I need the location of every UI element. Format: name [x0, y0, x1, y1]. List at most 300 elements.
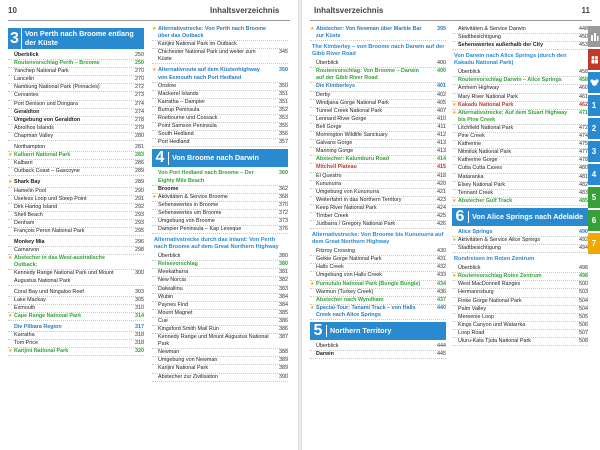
- toc-entry-title: Derby: [316, 91, 331, 98]
- toc-entry-page: 352: [279, 106, 288, 113]
- toc-entry-page: 296: [135, 239, 144, 246]
- chapter-tab-4[interactable]: 4: [588, 164, 600, 185]
- toc-entry-title: Sehenswertes in Broome: [158, 201, 219, 208]
- toc-entry-title: Galvans Gorge: [316, 140, 353, 147]
- toc-entry[interactable]: [8, 60, 144, 68]
- toc-entry-title: Lake Mackay: [14, 296, 46, 303]
- toc-entry-title: Fitzroy Crossing: [316, 248, 355, 255]
- toc-entry[interactable]: [310, 60, 446, 68]
- toc-entry-page: 272: [135, 84, 144, 91]
- toc-entry-title: ★ Shark Bay: [14, 179, 41, 186]
- chapter-tab-2[interactable]: 2: [588, 118, 600, 139]
- toc-entry[interactable]: [310, 221, 446, 229]
- toc-entry[interactable]: [152, 286, 288, 294]
- toc-entry[interactable]: [452, 94, 588, 102]
- page-title-left: Inhaltsverzeichnis: [210, 6, 280, 15]
- toc-entry-page: 483: [579, 189, 588, 196]
- toc-entry[interactable]: [452, 229, 588, 237]
- toc-entry-title: Denham: [14, 219, 35, 226]
- toc-entry-page: 317: [135, 324, 144, 330]
- chapter-tab-7[interactable]: 7: [588, 233, 600, 254]
- toc-entry-title: Litchfield National Park: [458, 124, 514, 131]
- toc-entry[interactable]: [8, 101, 144, 109]
- header-divider: [310, 20, 592, 21]
- toc-entry[interactable]: [152, 41, 288, 49]
- tab-building-icon[interactable]: [588, 26, 600, 47]
- toc-entry-page: 320: [135, 348, 144, 355]
- toc-entry-page: 350: [279, 67, 288, 74]
- toc-entry[interactable]: [310, 248, 446, 256]
- toc-entry[interactable]: [152, 253, 288, 261]
- toc-entry-title: Dalwallinu: [158, 285, 183, 292]
- toc-list: [452, 229, 588, 253]
- toc-entry-page: 291: [135, 195, 144, 202]
- toc-entry[interactable]: [452, 237, 588, 245]
- toc-entry[interactable]: [8, 68, 144, 76]
- toc-entry-title: Chichester National Park und weiter zum Küste: [158, 49, 256, 63]
- toc-entry[interactable]: [8, 324, 144, 332]
- toc-entry[interactable]: [152, 202, 288, 210]
- toc-entry[interactable]: [8, 348, 144, 356]
- toc-entry[interactable]: [152, 310, 288, 318]
- toc-entry[interactable]: [8, 297, 144, 305]
- toc-entry-title: Tom Price: [14, 340, 38, 347]
- toc-entry[interactable]: [152, 226, 288, 234]
- chapter-heading-3: [8, 28, 144, 49]
- toc-entry[interactable]: [310, 343, 446, 351]
- toc-entry[interactable]: [452, 273, 588, 281]
- toc-entry-title: Manning Gorge: [316, 148, 354, 155]
- toc-entry-page: 414: [437, 156, 446, 163]
- toc-entry-title: Coral Bay und Ningaloo Reef: [14, 288, 84, 295]
- toc-entry[interactable]: [310, 100, 446, 108]
- toc-entry-title: Stadtbesichtigung: [458, 34, 501, 41]
- toc-list: [8, 52, 144, 356]
- toc-entry[interactable]: [8, 305, 144, 313]
- toc-entry[interactable]: [152, 326, 288, 334]
- toc-entry[interactable]: [310, 351, 446, 359]
- toc-entry[interactable]: [8, 239, 144, 247]
- toc-entry-title: Meekatharra: [158, 269, 189, 276]
- toc-entry[interactable]: [452, 182, 588, 190]
- toc-entry-page: 498: [579, 273, 588, 280]
- toc-entry[interactable]: [8, 152, 144, 160]
- toc-entry-page: 270: [135, 68, 144, 75]
- toc-entry-title: ★ Abstecher Gulf Track: [458, 197, 513, 204]
- toc-entry[interactable]: [452, 125, 588, 133]
- koala-icon: [590, 78, 599, 87]
- toc-entry[interactable]: [452, 198, 588, 206]
- toc-entry[interactable]: [310, 281, 446, 289]
- toc-entry[interactable]: [452, 133, 588, 141]
- toc-entry[interactable]: [152, 269, 288, 277]
- toc-entry[interactable]: [152, 365, 288, 373]
- header-divider: [8, 20, 290, 21]
- toc-entry[interactable]: [452, 281, 588, 289]
- toc-entry-page: 460: [579, 85, 588, 92]
- toc-entry[interactable]: [8, 212, 144, 220]
- toc-entry-title: Geraldton: [14, 108, 40, 115]
- toc-entry[interactable]: [310, 181, 446, 189]
- toc-entry-title: Useless Loop und Steep Point: [14, 195, 87, 202]
- toc-entry[interactable]: [452, 42, 588, 50]
- toc-entry-page: 274: [135, 100, 144, 107]
- toc-entry-title: Mornington Wildlife Sanctuary: [316, 132, 388, 139]
- toc-entry[interactable]: [452, 69, 588, 77]
- toc-entry[interactable]: [310, 83, 446, 91]
- toc-entry-title: South Hedland: [158, 131, 194, 138]
- toc-entry-title: Loop Road: [458, 329, 485, 336]
- toc-entry[interactable]: [152, 357, 288, 365]
- toc-entry-title: Sehenswertes außerhalb der City: [458, 42, 544, 49]
- toc-entry-page: 355: [279, 123, 288, 130]
- toc-entry[interactable]: [310, 116, 446, 124]
- toc-entry[interactable]: [310, 189, 446, 197]
- toc-entry[interactable]: [452, 141, 588, 149]
- toc-entry-title: Onslow: [158, 82, 176, 89]
- toc-entry-page: 402: [437, 91, 446, 98]
- toc-entry-page: 362: [279, 185, 288, 192]
- toc-entry-title: Überblick: [14, 52, 39, 58]
- toc-entry-page: 280: [135, 132, 144, 139]
- toc-entry-page: 410: [437, 115, 446, 122]
- toc-entry-page: 389: [279, 357, 288, 364]
- toc-entry[interactable]: [310, 148, 446, 156]
- toc-entry[interactable]: [452, 174, 588, 182]
- toc-column-4: [452, 26, 588, 346]
- toc-entry-title: Karijini National Park: [158, 365, 209, 372]
- toc-entry[interactable]: [452, 338, 588, 346]
- toc-entry[interactable]: [152, 170, 288, 185]
- toc-entry[interactable]: [452, 190, 588, 198]
- toc-entry-title: Katherine: [458, 141, 482, 148]
- toc-entry[interactable]: [310, 26, 446, 41]
- toc-entry[interactable]: [152, 218, 288, 226]
- toc-entry-title: Cue: [158, 317, 168, 324]
- toc-entry[interactable]: [152, 91, 288, 99]
- toc-list: [310, 26, 446, 41]
- toc-entry-page: 300: [135, 270, 144, 277]
- toc-entry-page: 436: [437, 288, 446, 295]
- toc-entry-title: Halls Creek: [316, 264, 344, 271]
- toc-entry-page: 490: [579, 228, 588, 235]
- toc-entry[interactable]: [310, 289, 446, 297]
- toc-entry-page: 405: [437, 99, 446, 106]
- toc-entry[interactable]: [152, 302, 288, 310]
- toc-entry-title: Abstecher: Kalumburu Road: [316, 156, 390, 163]
- chapter-tab-5[interactable]: 5: [588, 187, 600, 208]
- people-icon: [590, 55, 599, 64]
- toc-entry[interactable]: [310, 140, 446, 148]
- toc-entry[interactable]: [8, 117, 144, 125]
- toc-entry-title: Cervantes: [14, 92, 39, 99]
- route-heading: The Kimberley – von Broome nach Darwin auf der Gibb River Road: [312, 44, 445, 58]
- toc-entry-page: 345: [279, 49, 288, 56]
- toc-entry[interactable]: [8, 125, 144, 133]
- toc-entry[interactable]: [310, 173, 446, 181]
- toc-entry[interactable]: [152, 194, 288, 202]
- toc-entry[interactable]: [152, 210, 288, 218]
- toc-entry-page: 386: [279, 326, 288, 332]
- toc-entry-page: 504: [579, 297, 588, 304]
- toc-entry-page: 485: [579, 197, 588, 204]
- toc-entry-page: 303: [135, 288, 144, 295]
- toc-entry[interactable]: [152, 261, 288, 269]
- toc-entry[interactable]: [8, 168, 144, 176]
- toc-entry-title: Sehenswertes um Broome: [158, 209, 222, 216]
- toc-entry[interactable]: [8, 133, 144, 141]
- toc-entry-title: Lennard River Gorge: [316, 115, 367, 122]
- toc-entry[interactable]: [452, 289, 588, 297]
- toc-entry[interactable]: [152, 186, 288, 194]
- toc-entry-page: 401: [437, 83, 446, 90]
- toc-entry-title: Northampton: [14, 144, 46, 151]
- toc-entry-page: 503: [579, 289, 588, 296]
- toc-entry[interactable]: [152, 99, 288, 107]
- toc-entry-page: 250: [135, 60, 144, 67]
- toc-entry[interactable]: [8, 92, 144, 100]
- toc-column-3: [310, 26, 446, 359]
- toc-entry[interactable]: [310, 92, 446, 100]
- chapter-title: Von Broome nach Darwin: [168, 152, 262, 165]
- toc-entry-page: 370: [279, 201, 288, 208]
- toc-entry[interactable]: [8, 76, 144, 84]
- toc-entry-page: 295: [135, 227, 144, 234]
- toc-entry[interactable]: [8, 144, 144, 152]
- toc-entry-title: ★ Cape Range National Park: [14, 312, 82, 319]
- toc-entry-page: 474: [579, 133, 588, 140]
- toc-entry[interactable]: [8, 247, 144, 255]
- toc-entry-title: Mitchell Plateau: [316, 164, 357, 171]
- toc-entry[interactable]: [152, 277, 288, 285]
- toc-entry[interactable]: [452, 110, 588, 125]
- toc-entry-page: 380: [279, 253, 288, 260]
- toc-list: [452, 69, 588, 206]
- toc-entry[interactable]: [452, 102, 588, 110]
- toc-entry[interactable]: [152, 334, 288, 349]
- toc-entry-title: Elsey National Park: [458, 181, 506, 188]
- toc-entry-title: Reisevorschlag: [158, 261, 198, 268]
- toc-entry[interactable]: [452, 34, 588, 42]
- toc-entry[interactable]: [310, 197, 446, 205]
- toc-entry-page: 492: [579, 236, 588, 243]
- toc-entry[interactable]: [310, 272, 446, 280]
- toc-entry[interactable]: [8, 204, 144, 212]
- toc-entry-title: Weiterfahrt in das Northern Territory: [316, 196, 402, 203]
- toc-entry[interactable]: [452, 149, 588, 157]
- toc-entry-page: 458: [579, 77, 588, 84]
- toc-entry-title: Die Kimberleys: [316, 83, 355, 90]
- toc-entry[interactable]: [310, 205, 446, 213]
- toc-entry-page: 318: [135, 332, 144, 339]
- route-heading: Alternativstrecke: Von Broome bis Kununurra auf dem Great Northern Highway: [312, 232, 444, 246]
- toc-entry-page: 445: [437, 351, 446, 358]
- chapter-tab-3[interactable]: 3: [588, 141, 600, 162]
- toc-entry-page: 384: [279, 293, 288, 300]
- toc-entry-page: 426: [437, 221, 446, 228]
- toc-entry[interactable]: [452, 77, 588, 85]
- toc-entry-page: 415: [437, 164, 446, 171]
- toc-entry[interactable]: [310, 164, 446, 172]
- toc-entry-page: 480: [579, 165, 588, 172]
- toc-entry-title: Hamelin Pool: [14, 187, 47, 194]
- toc-entry-title: ★ Abstecher in das West-australische Outback:: [14, 255, 105, 269]
- chapter-title: Von Perth nach Broome entlang der Küste: [21, 28, 144, 49]
- chapter-number: 6: [455, 207, 465, 225]
- toc-entry-page: 387: [279, 334, 288, 341]
- toc-entry[interactable]: [152, 294, 288, 302]
- toc-entry-title: Kingsford Smith Mail Run: [158, 326, 219, 332]
- toc-entry-title: ★ Special-Tour: Tanami Track – von Halls Creek nach Alice Springs: [316, 304, 416, 318]
- chapter-tab-6[interactable]: 6: [588, 210, 600, 231]
- toc-entry-title: Dampier Peninsula – Kap Leveque: [158, 226, 242, 233]
- toc-entry-page: 368: [279, 193, 288, 200]
- toc-entry[interactable]: [452, 265, 588, 273]
- toc-entry-title: ★ Alternativstrecke: Auf dem Stuart Highway bis Pine Creek: [458, 109, 568, 123]
- toc-entry[interactable]: [8, 109, 144, 117]
- toc-entry-page: 373: [279, 217, 288, 224]
- toc-entry[interactable]: [8, 179, 144, 187]
- toc-entry-page: 407: [437, 107, 446, 114]
- toc-entry[interactable]: [152, 349, 288, 357]
- toc-entry[interactable]: [310, 108, 446, 116]
- toc-entry[interactable]: [8, 196, 144, 204]
- toc-entry[interactable]: [452, 245, 588, 253]
- tab-people-icon[interactable]: [588, 49, 600, 70]
- chapter-tab-1[interactable]: 1: [588, 95, 600, 116]
- toc-entry-title: Outback Coast – Gascoyne: [14, 168, 80, 175]
- toc-entry[interactable]: [8, 220, 144, 228]
- toc-list: [310, 343, 446, 359]
- toc-entry[interactable]: [310, 264, 446, 272]
- toc-entry[interactable]: [152, 139, 288, 147]
- toc-entry[interactable]: [452, 330, 588, 338]
- toc-entry-page: 388: [279, 349, 288, 356]
- toc-entry-title: Überblick: [158, 253, 181, 260]
- toc-entry-page: 411: [437, 123, 446, 130]
- toc-entry[interactable]: [452, 165, 588, 173]
- toc-entry-title: Roebourne und Cossack: [158, 115, 218, 122]
- toc-entry[interactable]: [452, 314, 588, 322]
- toc-entry-page: 314: [135, 312, 144, 319]
- toc-entry[interactable]: [452, 85, 588, 93]
- toc-entry-title: Katherine Gorge: [458, 157, 498, 164]
- toc-entry-page: 383: [279, 285, 288, 292]
- toc-entry[interactable]: [152, 107, 288, 115]
- toc-entry-title: Abrolhos Islands: [14, 124, 54, 131]
- toc-entry[interactable]: [152, 26, 288, 41]
- toc-entry-title: Cutta Cutta Caves: [458, 165, 503, 172]
- building-icon: [590, 32, 599, 41]
- chapter-title: Von Alice Springs nach Adelaide: [468, 211, 586, 224]
- toc-entry[interactable]: [8, 228, 144, 236]
- toc-entry-page: 289: [135, 168, 144, 175]
- toc-entry[interactable]: [152, 374, 288, 382]
- toc-entry[interactable]: [452, 306, 588, 314]
- toc-entry-title: Umgebung von Geraldton: [14, 116, 81, 123]
- toc-entry-title: Lancelin: [14, 76, 35, 83]
- toc-entry[interactable]: [152, 49, 288, 64]
- toc-entry[interactable]: [310, 68, 446, 83]
- toc-entry-page: 461: [579, 93, 588, 100]
- tab-koala-icon[interactable]: [588, 72, 600, 93]
- toc-entry-title: Karratha – Dampier: [158, 98, 206, 105]
- toc-entry-title: New Norcia: [158, 277, 186, 284]
- toc-entry[interactable]: [310, 297, 446, 305]
- toc-entry[interactable]: [8, 340, 144, 348]
- toc-entry-page: 505: [579, 313, 588, 320]
- toc-entry[interactable]: [152, 67, 288, 82]
- toc-entry-page: 423: [437, 196, 446, 203]
- toc-column-1: [8, 26, 144, 356]
- toc-entry[interactable]: [8, 160, 144, 168]
- toc-entry-page: 450: [579, 34, 588, 41]
- toc-entry-title: Umgebung von Halls Creek: [316, 272, 382, 279]
- toc-entry[interactable]: [8, 270, 144, 285]
- toc-entry-title: Alice Springs: [458, 228, 493, 235]
- toc-entry[interactable]: [8, 255, 144, 270]
- toc-entry[interactable]: [152, 318, 288, 326]
- toc-entry-page: 506: [579, 321, 588, 328]
- toc-entry-page: 475: [579, 141, 588, 148]
- toc-entry[interactable]: [452, 26, 588, 34]
- toc-entry[interactable]: [310, 156, 446, 164]
- toc-entry-page: 318: [135, 340, 144, 347]
- toc-entry-title: Wubin: [158, 293, 174, 300]
- toc-entry-page: 353: [279, 115, 288, 122]
- toc-entry-title: Überblick: [458, 265, 481, 272]
- toc-entry[interactable]: [152, 83, 288, 91]
- toc-entry[interactable]: [452, 298, 588, 306]
- toc-entry-page: 310: [135, 304, 144, 311]
- toc-entry-page: 412: [437, 132, 446, 139]
- toc-entry-page: 498: [579, 265, 588, 272]
- toc-entry-page: 400: [437, 60, 446, 67]
- toc-entry[interactable]: [8, 313, 144, 321]
- toc-entry-title: ★ Kakadu National Park: [458, 101, 514, 108]
- chapter-number: 3: [9, 29, 19, 47]
- toc-entry-title: ★ Abstecher: Von Newman über Marble Bar zur Küste: [316, 26, 422, 40]
- toc-entry-page: 458: [579, 69, 588, 76]
- toc-entry[interactable]: [452, 322, 588, 330]
- toc-list: [152, 253, 288, 382]
- toc-entry[interactable]: [152, 123, 288, 131]
- toc-entry[interactable]: [310, 305, 446, 320]
- toc-entry-page: 386: [279, 317, 288, 324]
- toc-entry[interactable]: [152, 131, 288, 139]
- toc-entry-title: Carnarvon: [14, 247, 40, 254]
- toc-entry[interactable]: [8, 289, 144, 297]
- toc-entry[interactable]: [8, 188, 144, 196]
- toc-entry[interactable]: [8, 84, 144, 92]
- toc-entry-title: Routenvorschlag Perth – Broome: [14, 60, 100, 67]
- toc-entry[interactable]: [452, 157, 588, 165]
- toc-entry[interactable]: [8, 332, 144, 340]
- toc-entry-title: Abstecher zur Zivilisation: [158, 373, 218, 380]
- toc-entry[interactable]: [310, 132, 446, 140]
- toc-entry-page: 420: [437, 180, 446, 187]
- toc-entry-page: 273: [135, 92, 144, 99]
- toc-entry-page: 425: [437, 212, 446, 219]
- toc-entry[interactable]: [310, 124, 446, 132]
- toc-entry-title: Überblick: [458, 69, 481, 76]
- toc-entry[interactable]: [310, 213, 446, 221]
- toc-entry-title: Yanchep National Park: [14, 68, 69, 75]
- toc-entry-page: 395: [437, 26, 446, 32]
- toc-entry[interactable]: [310, 256, 446, 264]
- toc-entry[interactable]: [8, 52, 144, 60]
- toc-entry[interactable]: [152, 115, 288, 123]
